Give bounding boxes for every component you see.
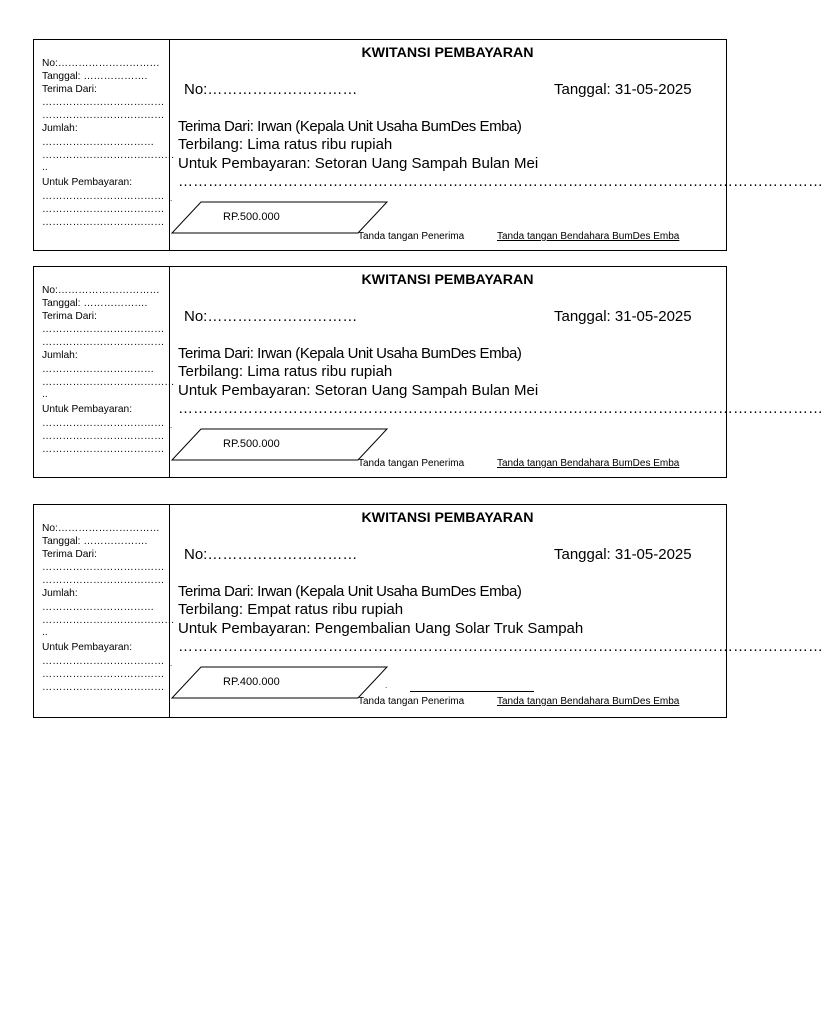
receipt-main [169, 267, 823, 477]
receipt-number: No:………………………… [184, 546, 358, 563]
stub-payment-for-label: Untuk Pembayaran: [42, 642, 133, 653]
amount-in-words: Terbilang: Empat ratus ribu rupiah [178, 601, 404, 618]
amount-in-words: Terbilang: Lima ratus ribu rupiah [178, 136, 393, 153]
stub-dotted-line: ……………………………… [42, 110, 165, 121]
receiver-signature-label: Tanda tangan Penerima [358, 231, 465, 242]
stub-dotted-line: ………………………………… [42, 150, 175, 161]
amount-parallelogram [171, 201, 389, 235]
stub-no-field: No:………………………… [42, 523, 160, 534]
stub-date-field: Tanggal: ………………. [42, 536, 148, 547]
treasurer-signature-label: Tanda tangan Bendahara BumDes Emba [497, 458, 680, 469]
stub-received-from-label: Terima Dari: [42, 311, 97, 322]
paragraph-mark: . [170, 659, 173, 668]
receipt-stub [34, 505, 175, 717]
treasurer-signature-label: Tanda tangan Bendahara BumDes Emba [497, 696, 680, 707]
stub-dotted-line: …………………………… [42, 602, 155, 613]
receipt-main [169, 40, 823, 250]
received-from: Terima Dari: Irwan (Kepala Unit Usaha BumDes Emba) [178, 118, 522, 135]
stub-dotted-line: ……………………………… [42, 431, 165, 442]
stub-payment-for-label: Untuk Pembayaran: [42, 177, 133, 188]
stub-dotted-line: ……………………………… [42, 418, 165, 429]
treasurer-signature-label: Tanda tangan Bendahara BumDes Emba [497, 231, 680, 242]
stub-dotted-line: ……………………………… [42, 97, 165, 108]
amount-box [171, 666, 389, 700]
amount-value: RP.500.000 [223, 438, 280, 450]
receipt-number: No:………………………… [184, 308, 358, 325]
receipt-title: KWITANSI PEMBAYARAN [361, 510, 534, 526]
dotted-line: ………………………………………………………………………………………………………………… [178, 400, 823, 417]
amount-value: RP.500.000 [223, 211, 280, 223]
stub-received-from-label: Terima Dari: [42, 549, 97, 560]
receiver-signature-label: Tanda tangan Penerima [358, 458, 465, 469]
stub-date-field: Tanggal: ………………. [42, 71, 148, 82]
stub-dotted-line: ………………………………… [42, 615, 175, 626]
paragraph-mark: . [385, 681, 388, 690]
stub-dotted-line: .. [42, 162, 48, 173]
stub-dotted-line: ……………………………… [42, 562, 165, 573]
stub-dotted-line: ……………………………… [42, 324, 165, 335]
stub-date-field: Tanggal: ………………. [42, 298, 148, 309]
received-from: Terima Dari: Irwan (Kepala Unit Usaha BumDes Emba) [178, 345, 522, 362]
payment-for: Untuk Pembayaran: Setoran Uang Sampah Bulan Mei [178, 155, 539, 172]
receipt-title: KWITANSI PEMBAYARAN [361, 272, 534, 288]
stub-dotted-line: ……………………………… [42, 337, 165, 348]
amount-parallelogram [171, 666, 389, 700]
amount-box [171, 428, 389, 462]
stub-no-field: No:………………………… [42, 58, 160, 69]
receipt-date: Tanggal: 31-05-2025 [554, 81, 692, 98]
stub-no-field: No:………………………… [42, 285, 160, 296]
receipt-date: Tanggal: 31-05-2025 [554, 546, 692, 563]
stub-dotted-line: ……………………………… [42, 656, 165, 667]
amount-value: RP.400.000 [223, 676, 280, 688]
stub-dotted-line: ……………………………… [42, 217, 165, 228]
payment-for: Untuk Pembayaran: Pengembalian Uang Solar Truk Sampah [178, 620, 584, 637]
paragraph-mark: . [170, 194, 173, 203]
received-from: Terima Dari: Irwan (Kepala Unit Usaha BumDes Emba) [178, 583, 522, 600]
stub-dotted-line: ……………………………… [42, 669, 165, 680]
stub-dotted-line: …………………………… [42, 137, 155, 148]
stub-dotted-line: ……………………………… [42, 575, 165, 586]
receiver-signature-label: Tanda tangan Penerima [358, 696, 465, 707]
stub-dotted-line: ……………………………… [42, 191, 165, 202]
receipt-3 [33, 504, 823, 718]
stub-dotted-line: .. [42, 627, 48, 638]
stub-received-from-label: Terima Dari: [42, 84, 97, 95]
receipt-date: Tanggal: 31-05-2025 [554, 308, 692, 325]
receipt-title: KWITANSI PEMBAYARAN [361, 45, 534, 61]
stub-dotted-line: ……………………………… [42, 444, 165, 455]
receipt-main [169, 505, 823, 717]
stub-payment-for-label: Untuk Pembayaran: [42, 404, 133, 415]
receipt-2 [33, 266, 823, 478]
stub-amount-label: Jumlah: [42, 588, 78, 599]
receipt-1 [33, 39, 823, 251]
stub-amount-label: Jumlah: [42, 123, 78, 134]
stub-amount-label: Jumlah: [42, 350, 78, 361]
amount-parallelogram [171, 428, 389, 462]
paragraph-mark: . [170, 421, 173, 430]
stub-dotted-line: .. [42, 389, 48, 400]
stub-dotted-line: ……………………………… [42, 204, 165, 215]
payment-for: Untuk Pembayaran: Setoran Uang Sampah Bulan Mei [178, 382, 539, 399]
receipt-stub [34, 267, 175, 477]
dotted-line: ………………………………………………………………………………………………………………… [178, 638, 823, 655]
amount-box [171, 201, 389, 235]
stub-dotted-line: ………………………………… [42, 377, 175, 388]
stub-dotted-line: ……………………………… [42, 682, 165, 693]
amount-in-words: Terbilang: Lima ratus ribu rupiah [178, 363, 393, 380]
signature-line [410, 691, 534, 692]
dotted-line: ………………………………………………………………………………………………………………… [178, 173, 823, 190]
receipt-stub [34, 40, 175, 250]
stub-dotted-line: …………………………… [42, 364, 155, 375]
receipt-number: No:………………………… [184, 81, 358, 98]
